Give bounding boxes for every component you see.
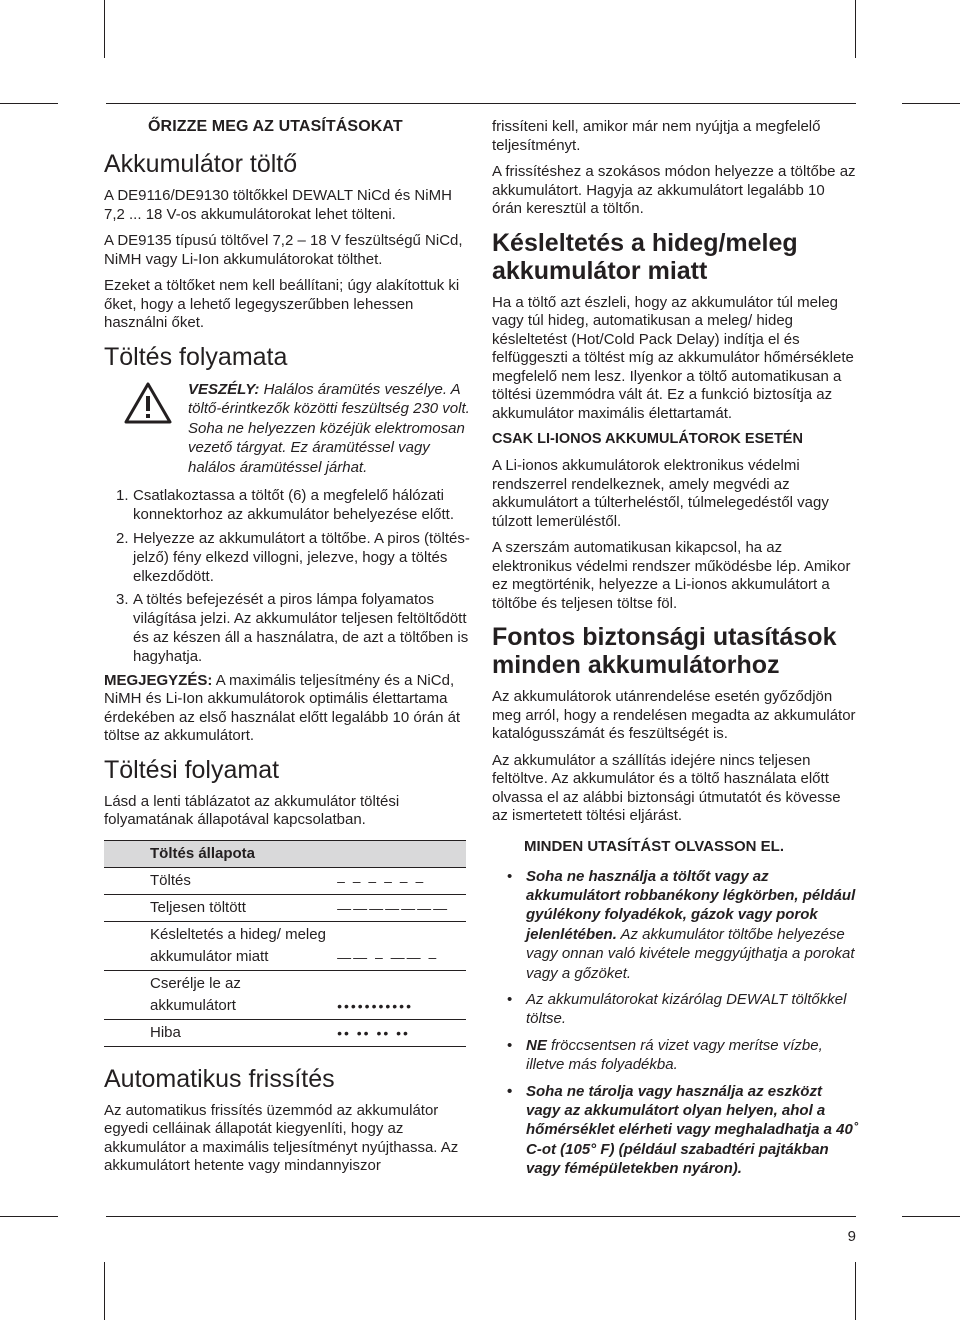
paragraph: Az akkumulátorok utánrendelése esetén győződjön meg arról, hogy a rendelésen megadta az akkumulátor katalógusszámát és feszültségét is. xyxy=(492,688,856,742)
bullet-text: Az akkumulátorokat kizárólag DEWALT töltőkkel töltse. xyxy=(526,990,847,1028)
table-row xyxy=(104,970,466,1019)
step-number: 3. xyxy=(116,591,129,609)
bullet-item xyxy=(492,990,858,1029)
heading-automatikus-frissites: Automatikus frissítés xyxy=(104,1064,335,1093)
table-header-cell: Töltés állapota xyxy=(104,840,466,867)
warning-triangle-icon xyxy=(124,382,172,424)
paragraph: Ezeket a töltőket nem kell beállítani; úgy alakítottuk ki őket, hogy a lehető legegyszerűbben lehessen használni őket. xyxy=(104,277,460,331)
crop-mark-top-left-h xyxy=(0,103,58,104)
step-text: A töltés befejezését a piros lámpa folyamatos világítása jelzi. Az akkumulátor teljesen feltöltődött és az készen áll a használatra, de azt a töltőben is hagyhatja. xyxy=(133,591,469,665)
page-number: 9 xyxy=(847,1228,856,1245)
heading-toltesi-folyamat: Töltési folyamat xyxy=(104,755,280,784)
paragraph: A frissítéshez a szokásos módon helyezze a töltőbe az akkumulátort. Hagyja az akkumulátort legalább 10 órán keresztül a töltőn. xyxy=(492,163,856,217)
status-label: Hiba xyxy=(104,1019,329,1046)
table-header-row xyxy=(104,840,466,867)
status-symbol: •• •• •• •• xyxy=(329,1019,466,1046)
status-label: Teljesen töltött xyxy=(104,894,329,921)
table-row xyxy=(104,921,466,970)
crop-mark-top-right-v xyxy=(855,0,856,58)
crop-mark-top-right-h xyxy=(902,103,960,104)
heading-toltes-folyamata: Töltés folyamata xyxy=(104,342,288,371)
paragraph: A szerszám automatikusan kikapcsol, ha az elektronikus védelmi rendszer működésbe lép. Amikor ez megtörténik, helyezze a Li-ionos akkumulátort a töltőbe és teljesen töltse föl. xyxy=(492,539,851,612)
subheading-li-ion: CSAK LI-IONOS AKKUMULÁTOROK ESETÉN xyxy=(492,431,803,447)
table-row xyxy=(104,894,466,921)
bullet-bold: Soha ne használja a töltőt vagy az akkumulátort robbanékony légkörben, például gyúlékony folyadékok, gázok vagy porok jelenlétében. xyxy=(526,867,856,943)
table-row xyxy=(104,1019,466,1046)
crop-mark-bottom-left-h xyxy=(0,1216,58,1217)
table-row xyxy=(104,867,466,894)
step-number: 2. xyxy=(116,530,129,548)
status-label: Késleltetés a hideg/ meleg akkumulátor miatt xyxy=(104,921,329,970)
paragraph: Lásd a lenti táblázatot az akkumulátor töltési folyamatának állapotával kapcsolatban. xyxy=(104,792,400,829)
bullet-text: Az akkumulátor töltőbe helyezése vagy onnan való kivétele meggyújthatja a porokat vagy a gőzöket. xyxy=(526,925,855,982)
right-column xyxy=(492,118,858,1186)
paragraph: A DE9116/DE9130 töltőkkel DEWALT NiCd és NiMH 7,2 ... 18 V-os akkumulátorokat lehet tölteni. xyxy=(104,187,452,223)
left-column xyxy=(104,118,470,1184)
paragraph: Az akkumulátor a szállítás idejére nincs teljesen feltöltve. Az akkumulátor és a töltő használata előtt olvassa el az alábbi biztonsági útmutatót és kövesse az ismertetett töltési eljárást. xyxy=(492,751,841,824)
subheading-minden: MINDEN UTASÍTÁST OLVASSON EL. xyxy=(524,837,785,855)
note-body: A maximális teljesítmény és a NiCd, NiMH és Li-Ion akkumulátorok optimális élettartama érdekében az első használat előtt legalább 10 órán át töltse az akkumulátort. xyxy=(104,671,461,745)
step-number: 1. xyxy=(116,487,129,505)
warning-text xyxy=(188,380,470,478)
crop-mark-bottom-right-h xyxy=(902,1216,960,1217)
step-text: Helyezze az akkumulátort a töltőbe. A piros (töltés-jelző) fény elkezd villogni, jelezve, hogy a töltés elkezdődött. xyxy=(133,530,470,585)
status-symbol: ——————— xyxy=(329,894,466,921)
note-paragraph xyxy=(104,672,470,746)
paragraph: Az automatikus frissítés üzemmód az akkumulátor egyedi celláinak állapotát kiegyenlíti, hogy az akkumulátor a maximális teljesítményt nyújthassa. Az akkumulátort hetente vagy mindannyiszor xyxy=(104,1101,459,1175)
note-label: MEGJEGYZÉS: xyxy=(104,671,213,689)
bullet-text: Soha ne tárolja vagy használja az eszközt vagy az akkumulátort olyan helyen, ahol a hőmérséklet elérheti vagy meghaladhatja a 40˚ C-ot (105° F) (például szabadtéri pajtákban vagy fémépületekben nyáron). xyxy=(526,1082,858,1178)
bullet-text: fröccsentsen rá vizet vagy merítse vízbe, illetve más folyadékba. xyxy=(526,1036,823,1074)
status-label: Töltés xyxy=(104,867,329,894)
paragraph: Ha a töltő azt észleli, hogy az akkumulátor túl meleg vagy túl hideg, automatikusan a meleg/ hideg késleltetést (Hot/Cold Pack Delay) indítja el és felfüggeszti a töltést míg az akkumulátor hőmérséklete megfelelő nem lesz. Ilyenkor a töltő automatikusan a töltési üzemmódra vált át. Ez a funkció biztosítja az akkumulátor maximális élettartamát. xyxy=(492,293,854,422)
charge-status-table xyxy=(104,840,466,1047)
heading-kesleltetes: Késleltetés a hideg/meleg akkumulátor miatt xyxy=(492,228,798,285)
bullet-bold: NE xyxy=(526,1036,547,1054)
crop-mark-top-left-v xyxy=(104,0,105,58)
status-symbol: – – – – – – xyxy=(329,867,466,894)
bullet-icon: • xyxy=(507,867,513,885)
crop-mark-bottom-right-v xyxy=(855,1262,856,1320)
step-text: Csatlakoztassa a töltőt (6) a megfelelő hálózati konnektorhoz az akkumulátor behelyezése előtt. xyxy=(133,487,455,524)
bullet-icon: • xyxy=(507,990,513,1008)
bullet-item xyxy=(492,1036,858,1075)
bullet-icon: • xyxy=(507,1082,513,1100)
header-caps: ŐRIZZE MEG AZ UTASÍTÁSOKAT xyxy=(148,118,403,135)
bullet-item xyxy=(492,867,858,983)
status-label: Cserélje le az akkumulátort xyxy=(104,970,329,1019)
paragraph: A DE9135 típusú töltővel 7,2 – 18 V feszültségű NiCd, NiMH vagy Li-Ion akkumulátorokat tölthet. xyxy=(104,232,463,268)
bottom-rule xyxy=(106,1216,856,1217)
bullet-item xyxy=(492,1082,858,1179)
status-symbol: ••••••••••• xyxy=(329,970,466,1019)
bullet-icon: • xyxy=(507,1036,513,1054)
paragraph: A Li-ionos akkumulátorok elektronikus védelmi rendszerrel rendelkeznek, amely megvédi az akkumulátort a túlterheléstől, túlmelegedéstől vagy túlzott lemerüléstől. xyxy=(492,457,829,530)
warning-body: Halálos áramütés veszélye. A töltő-érintkezők közötti feszültség 230 volt. Soha ne helyezzen közéjük elektromosan vezető tárgyat. Ez áramütéssel vagy halálos áramütéssel járhat. xyxy=(188,380,470,476)
danger-warning xyxy=(104,380,470,478)
heading-fontos-biztonsagi: Fontos biztonsági utasítások minden akkumulátorhoz xyxy=(492,623,837,679)
crop-mark-bottom-left-v xyxy=(104,1262,105,1320)
status-symbol: —— – —— – xyxy=(329,921,466,970)
step-2 xyxy=(104,530,470,586)
paragraph: frissíteni kell, amikor már nem nyújtja a megfelelő teljesítményt. xyxy=(492,118,821,154)
heading-akkumulator-tolto: Akkumulátor töltő xyxy=(104,150,298,178)
step-3 xyxy=(104,591,470,666)
step-1 xyxy=(104,487,470,525)
warning-label: VESZÉLY: xyxy=(188,380,260,398)
top-rule xyxy=(106,103,856,104)
